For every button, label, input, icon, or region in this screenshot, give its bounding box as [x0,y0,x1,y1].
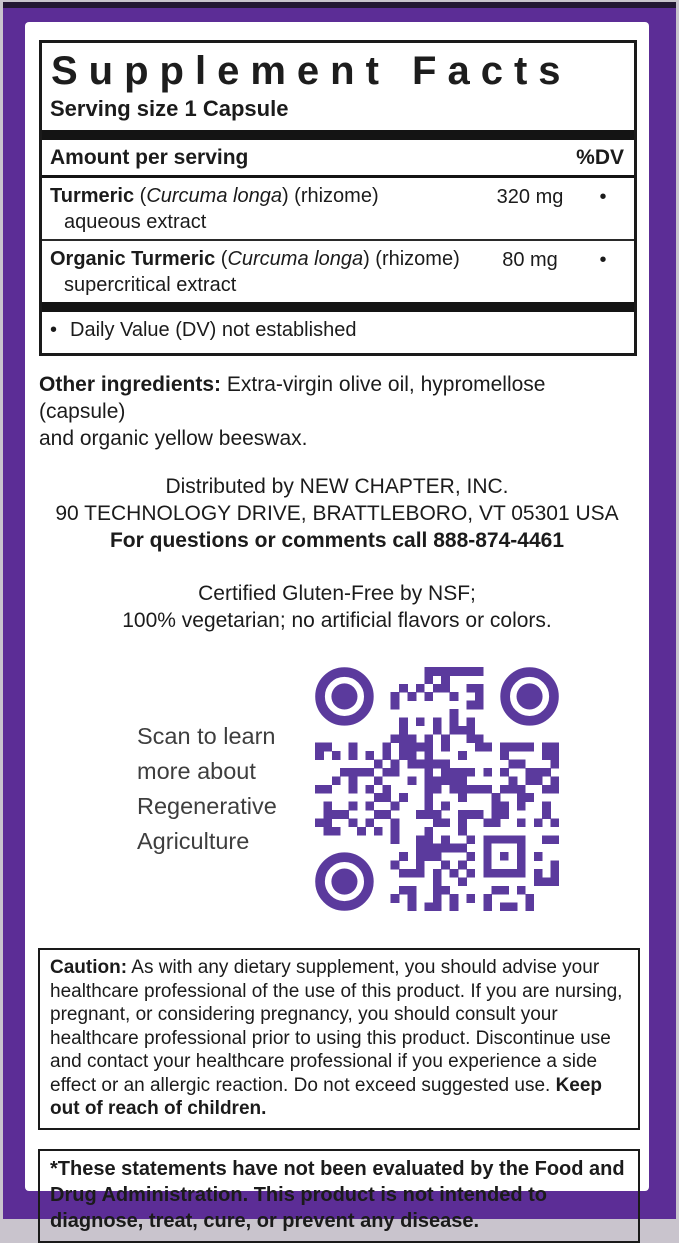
distributor-phone: For questions or comments call 888-874-4461 [109,529,564,552]
qr-caption-line: Agriculture [137,828,250,854]
qr-caption-line: Regenerative [137,793,277,819]
ingredient-dv-bullet: • [599,249,607,271]
ingredient-extract-type: aqueous extract [64,211,207,233]
certification-line2: 100% vegetarian; no artificial flavors or colors. [122,609,552,632]
certification-line1: Certified Gluten-Free by NSF; [198,582,476,605]
ingredient-latin-name: Curcuma longa [146,185,282,207]
caution-label: Caution: [50,957,128,978]
ingredient-bold-name: Organic Turmeric [50,248,216,270]
distributor-address: 90 TECHNOLOGY DRIVE, BRATTLEBORO, VT 05301 USA [55,502,619,525]
supplement-facts-title: Supplement Facts [51,49,572,93]
qr-caption [137,719,277,859]
ingredient-amount: 80 mg [502,249,558,271]
other-ingredients-label: Other ingredients: [39,373,222,396]
caution-box [38,948,640,1130]
qr-section [137,667,649,911]
ingredient-paren: ( [215,248,228,270]
caution-bold-end: Keep out of reach of children. [50,1074,603,1119]
thick-divider-bar [42,302,634,312]
table-row [48,178,626,239]
footnote-bullet: • [50,319,58,341]
label-panel [25,22,649,1232]
ingredient-amount: 320 mg [496,186,564,208]
dv-header: %DV [576,146,624,169]
qr-code [315,667,559,911]
ingredient-dv-bullet: • [599,186,607,208]
dv-footnote [48,312,626,345]
footnote-text: Daily Value (DV) not established [70,319,357,341]
thick-divider-bar [42,130,634,140]
ingredient-part: ) (rhizome) [281,185,379,207]
caution-text: As with any dietary supplement, you should advise your healthcare professional of the use of this product. If you are nursing, pregnant, or considering pregnancy, you should consult your healthcare professional prior to using this product. Discontinue use and contact your healthcare professional if you experience a side effect or an allergic reaction. Do not exceed suggested use. [50,957,623,1096]
ingredient-name [50,246,480,298]
ingredient-latin-name: Curcuma longa [227,248,364,270]
other-ingredients-line1: Extra-virgin olive oil, hypromellose (capsule) [39,373,546,423]
fda-disclaimer-text: *These statements have not been evaluated by the Food and Drug Administration. This product is not intended to diagnose, treat, cure, or prevent any disease. [50,1157,625,1232]
serving-size: Serving size 1 Capsule [50,96,289,121]
ingredient-name [50,183,480,235]
ingredient-extract-type: supercritical extract [64,274,237,296]
supplement-facts-box [39,40,637,356]
other-ingredients [39,371,635,452]
other-ingredients-line2: and organic yellow beeswax. [39,427,308,450]
amount-per-serving-header: Amount per serving [50,146,249,169]
distributor-name: Distributed by NEW CHAPTER, INC. [165,475,509,498]
ingredient-bold-name: Turmeric [50,185,135,207]
fda-disclaimer-box [38,1149,640,1243]
qr-caption-line: more about [137,758,256,784]
ingredient-paren: ( [134,185,147,207]
table-header-row [48,140,626,175]
ingredient-part: ) (rhizome) [363,248,460,270]
qr-caption-line: Scan to learn [137,723,276,749]
distributor-block [25,473,649,554]
certifications-block [25,580,649,634]
table-row [48,241,626,302]
